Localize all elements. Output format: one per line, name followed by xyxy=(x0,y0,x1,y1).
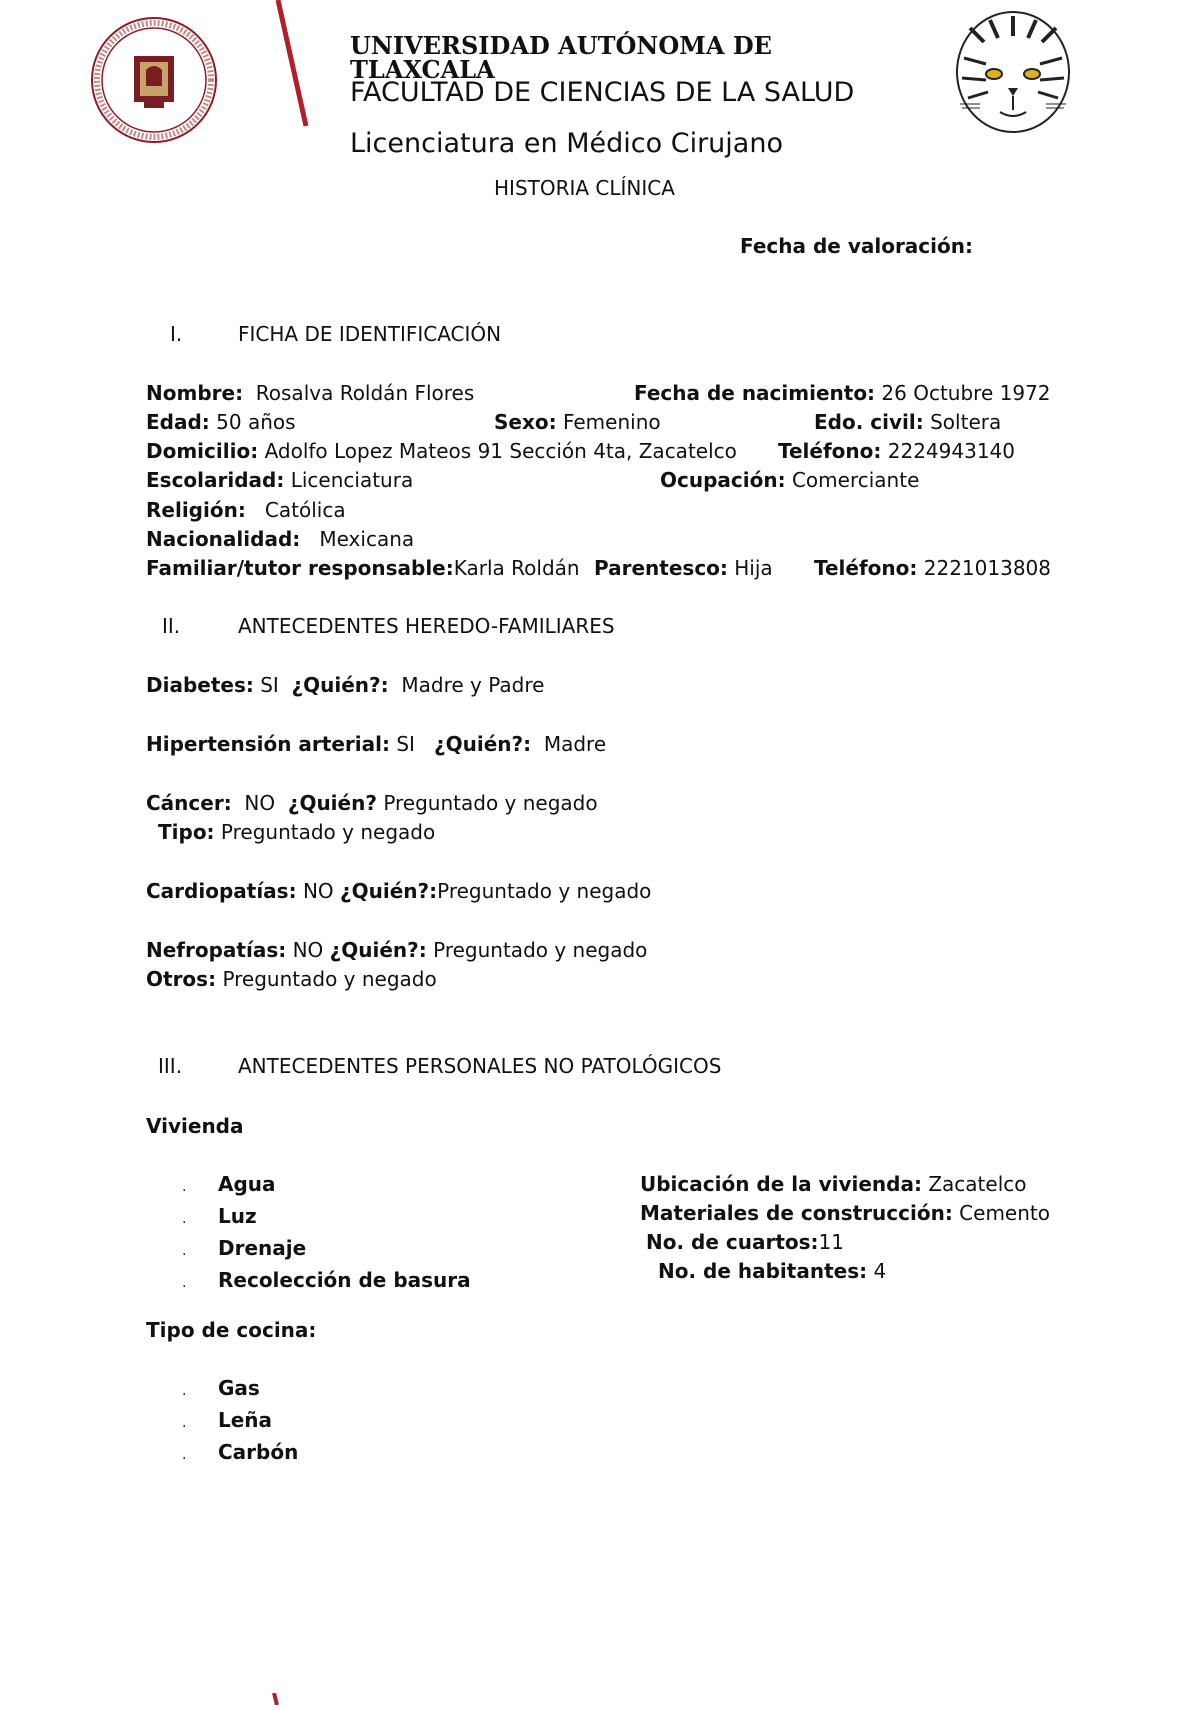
field-label: Religión: xyxy=(146,498,246,522)
list-item-label: Gas xyxy=(218,1376,260,1400)
section-title: ANTECEDENTES HEREDO-FAMILIARES xyxy=(238,614,615,638)
field-value: Adolfo Lopez Mateos 91 Sección 4ta, Zacatelco xyxy=(264,439,737,463)
tutor-telefono-field xyxy=(814,554,1051,583)
tutor-field xyxy=(146,554,580,583)
field-label: Materiales de construcción: xyxy=(640,1201,953,1225)
quien-label: ¿Quién?: xyxy=(340,879,438,903)
field-value: SI xyxy=(396,732,415,756)
quien-label: ¿Quién?: xyxy=(434,732,532,756)
nombre-field xyxy=(146,379,474,408)
list-item-label: Luz xyxy=(218,1204,257,1228)
section-title: ANTECEDENTES PERSONALES NO PATOLÓGICOS xyxy=(238,1054,722,1078)
bullet-icon: . xyxy=(182,1179,187,1195)
bullet-icon: . xyxy=(182,1415,187,1431)
section-title: FICHA DE IDENTIFICACIÓN xyxy=(238,322,502,346)
cocina-heading xyxy=(146,1316,316,1345)
field-value: Hija xyxy=(734,556,773,580)
field-label: No. de cuartos: xyxy=(646,1230,819,1254)
field-value: NO xyxy=(292,938,324,962)
field-label: Hipertensión arterial: xyxy=(146,732,390,756)
field-value: 11 xyxy=(818,1230,844,1254)
field-label: Nombre: xyxy=(146,381,244,405)
field-label: Tipo: xyxy=(158,820,215,844)
field-value: Femenino xyxy=(562,410,661,434)
field-label: Fecha de nacimiento: xyxy=(634,381,876,405)
ubicacion-field xyxy=(640,1170,1027,1199)
field-value: 50 años xyxy=(216,410,296,434)
field-label: Nacionalidad: xyxy=(146,527,301,551)
program-name: Licenciatura en Médico Cirujano xyxy=(350,128,783,159)
field-value: Soltera xyxy=(930,410,1002,434)
vivienda-label: Vivienda xyxy=(146,1114,244,1138)
religion-field xyxy=(146,496,346,525)
decorative-stroke xyxy=(272,0,312,130)
otros-field xyxy=(146,965,437,994)
quien-value: Madre y Padre xyxy=(401,673,545,697)
field-value: NO xyxy=(302,879,334,903)
university-name: UNIVERSIDAD AUTÓNOMA DE TLAXCALA xyxy=(350,31,772,84)
section-3-heading xyxy=(150,1054,721,1078)
bullet-icon: . xyxy=(182,1211,187,1227)
domicilio-field xyxy=(146,437,737,466)
quien-value: Madre xyxy=(543,732,607,756)
quien-label: ¿Quién? xyxy=(287,791,377,815)
decorative-stroke xyxy=(268,1686,282,1698)
telefono-field xyxy=(778,437,1015,466)
field-label: Ocupación: xyxy=(660,468,786,492)
field-label: Teléfono: xyxy=(814,556,918,580)
field-value: Karla Roldán xyxy=(453,556,580,580)
list-item-label: Recolección de basura xyxy=(218,1268,471,1292)
cardiopatias-field xyxy=(146,877,651,906)
bullet-icon: . xyxy=(182,1275,187,1291)
fecha-valoracion-label: Fecha de valoración: xyxy=(740,234,973,258)
field-label: Cardiopatías: xyxy=(146,879,297,903)
field-label: Sexo: xyxy=(494,410,557,434)
section-number: II. xyxy=(162,614,181,638)
list-item xyxy=(182,1266,471,1298)
field-value: Católica xyxy=(264,498,346,522)
list-item xyxy=(182,1406,298,1438)
nacimiento-field xyxy=(634,379,1051,408)
field-label: Edad: xyxy=(146,410,210,434)
field-value: Cemento xyxy=(959,1201,1050,1225)
list-item xyxy=(182,1374,298,1406)
escolaridad-field xyxy=(146,466,413,495)
field-value: Licenciatura xyxy=(290,468,414,492)
list-item-label: Carbón xyxy=(218,1440,299,1464)
field-label: Escolaridad: xyxy=(146,468,285,492)
bullet-icon: . xyxy=(182,1243,187,1259)
edad-field xyxy=(146,408,296,437)
field-value: Zacatelco xyxy=(928,1172,1027,1196)
cancer-tipo-field xyxy=(158,818,435,847)
field-value: Mexicana xyxy=(319,527,415,551)
field-value: 26 Octubre 1972 xyxy=(881,381,1051,405)
section-number: III. xyxy=(158,1054,183,1078)
field-label: Ubicación de la vivienda: xyxy=(640,1172,922,1196)
materiales-field xyxy=(640,1199,1050,1228)
diabetes-field xyxy=(146,671,544,700)
field-value: 2221013808 xyxy=(923,556,1051,580)
section-number: I. xyxy=(170,322,183,346)
field-label: Nefropatías: xyxy=(146,938,287,962)
quien-value: Preguntado y negado xyxy=(433,938,648,962)
quien-value: Preguntado y negado xyxy=(437,879,652,903)
list-item-label: Leña xyxy=(218,1408,273,1432)
bullet-icon: . xyxy=(182,1447,187,1463)
nefropatias-field xyxy=(146,936,647,965)
field-label: Edo. civil: xyxy=(814,410,924,434)
servicios-list xyxy=(182,1170,471,1298)
document-title: HISTORIA CLÍNICA xyxy=(494,176,675,200)
sexo-field xyxy=(494,408,661,437)
habitantes-field xyxy=(658,1257,886,1286)
cancer-field xyxy=(146,789,598,818)
faculty-name: FACULTAD DE CIENCIAS DE LA SALUD xyxy=(350,77,855,108)
list-item xyxy=(182,1170,471,1202)
quien-label: ¿Quién?: xyxy=(291,673,389,697)
vivienda-heading xyxy=(146,1112,244,1141)
list-item xyxy=(182,1438,298,1470)
cocina-list xyxy=(182,1374,298,1470)
quien-value: Preguntado y negado xyxy=(383,791,598,815)
bullet-icon: . xyxy=(182,1383,187,1399)
parentesco-field xyxy=(594,554,773,583)
list-item-label: Drenaje xyxy=(218,1236,307,1260)
field-value: 4 xyxy=(873,1259,887,1283)
civil-field xyxy=(814,408,1001,437)
list-item-label: Agua xyxy=(218,1172,276,1196)
field-value: 2224943140 xyxy=(887,439,1015,463)
field-label: Teléfono: xyxy=(778,439,882,463)
field-label: Familiar/tutor responsable: xyxy=(146,556,454,580)
field-value: SI xyxy=(260,673,279,697)
field-label: Otros: xyxy=(146,967,217,991)
field-label: Cáncer: xyxy=(146,791,232,815)
section-1-heading xyxy=(150,322,501,346)
cuartos-field xyxy=(646,1228,844,1257)
section-2-heading xyxy=(150,614,615,638)
nacionalidad-field xyxy=(146,525,414,554)
field-value: Comerciante xyxy=(791,468,920,492)
field-label: No. de habitantes: xyxy=(658,1259,868,1283)
hipertension-field xyxy=(146,730,606,759)
list-item xyxy=(182,1234,471,1266)
field-value: NO xyxy=(244,791,276,815)
field-label: Parentesco: xyxy=(594,556,728,580)
tiger-logo-icon xyxy=(950,8,1076,136)
field-value: Preguntado y negado xyxy=(222,967,437,991)
ocupacion-field xyxy=(660,466,919,495)
quien-label: ¿Quién?: xyxy=(329,938,427,962)
field-value: Rosalva Roldán Flores xyxy=(255,381,475,405)
field-label: Domicilio: xyxy=(146,439,259,463)
list-item xyxy=(182,1202,471,1234)
field-label: Diabetes: xyxy=(146,673,254,697)
field-value: Preguntado y negado xyxy=(220,820,436,844)
university-seal-icon xyxy=(88,16,220,144)
cocina-label: Tipo de cocina: xyxy=(146,1318,317,1342)
